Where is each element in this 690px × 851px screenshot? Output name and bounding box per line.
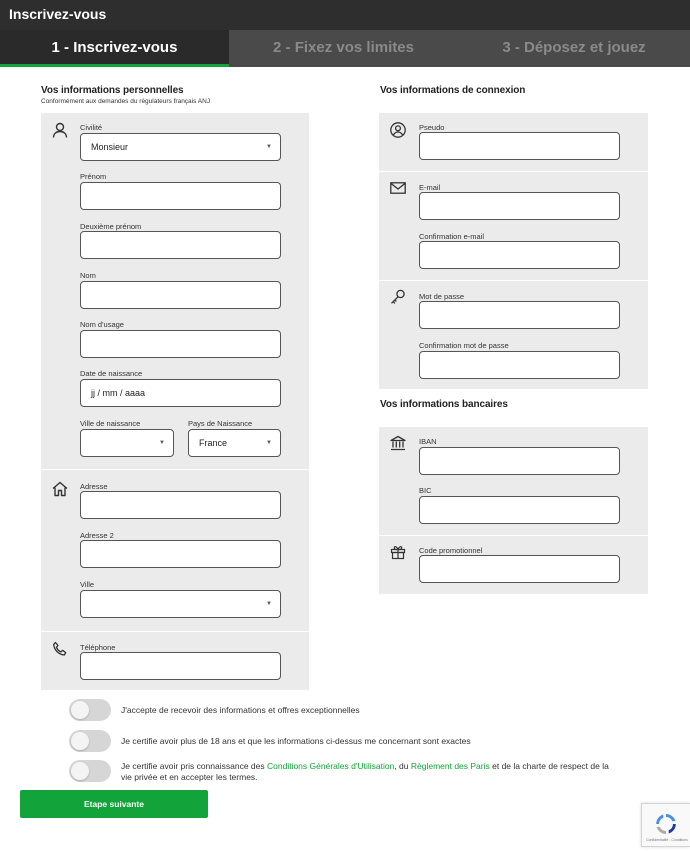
personal-section-subtitle: Conformément aux demandes du régulateurs français ANJ [41,98,211,105]
bank-icon [389,434,407,452]
header-bar [0,0,690,30]
lastname-label: Nom [80,271,96,280]
offers-toggle[interactable] [69,699,111,721]
recaptcha-icon [654,812,678,836]
address2-label: Adresse 2 [80,531,114,540]
lastname-input[interactable] [80,281,281,309]
tab-step-3[interactable]: 3 - Déposez et jouez [458,30,690,67]
middlename-input[interactable] [80,231,281,259]
age-consent-text: Je certifie avoir plus de 18 ans et que les informations ci-dessus me concernant sont exactes [121,736,471,746]
page-title: Inscrivez-vous [9,6,107,22]
email-confirm-input[interactable] [419,241,620,269]
birthdate-placeholder: jj / mm / aaaa [91,388,146,398]
password-confirm-input[interactable] [419,351,620,379]
terms-consent-text [121,761,621,783]
city-label: Ville [80,580,95,589]
step-tabs [0,30,690,67]
usage-name-label: Nom d'usage [80,320,124,329]
age-toggle[interactable] [69,730,111,752]
next-step-button[interactable]: Etape suivante [20,790,208,818]
firstname-input[interactable] [80,182,281,210]
mail-icon [389,179,407,197]
tab-step-1[interactable]: 1 - Inscrivez-vous [0,30,229,67]
terms-toggle[interactable] [69,760,111,782]
usage-name-input[interactable] [80,330,281,358]
phone-icon [51,640,69,658]
civility-label: Civilité [80,123,103,132]
home-icon [51,480,69,498]
terms-text-middle: , du [394,761,411,771]
promo-label: Code promotionnel [419,546,483,555]
gift-icon [389,543,407,561]
password-confirm-label: Confirmation mot de passe [419,341,509,350]
personal-section-title: Vos informations personnelles [41,85,184,96]
offers-consent-text: J'accepte de recevoir des informations et offres exceptionnelles [121,705,360,715]
terms-text-end: et de la charte de respect de la vie privée et en accepter les termes. [121,761,609,782]
birthdate-input[interactable] [80,379,281,407]
chevron-down-icon: ▼ [266,440,272,446]
civility-select[interactable] [80,133,281,161]
address2-input[interactable] [80,540,281,568]
email-input[interactable] [419,192,620,220]
recaptcha-badge[interactable] [641,803,690,847]
birth-country-select[interactable] [188,429,281,457]
user-icon [51,121,69,139]
account-circle-icon [389,121,407,139]
bic-input[interactable] [419,496,620,524]
email-confirm-label: Confirmation e-mail [419,232,485,241]
pseudo-input[interactable] [419,132,620,160]
middlename-label: Deuxième prénom [80,222,142,231]
firstname-label: Prénom [80,172,107,181]
bic-label: BIC [419,486,432,495]
birth-city-label: Ville de naissance [80,419,141,428]
banking-section-title: Vos informations bancaires [380,399,508,410]
birth-city-select[interactable] [80,429,174,457]
birth-country-value: France [199,438,228,448]
cgu-link[interactable]: Conditions Générales d'Utilisation [267,761,395,771]
tab-step-2[interactable]: 2 - Fixez vos limites [229,30,458,67]
rules-link[interactable]: Règlement des Paris [410,761,490,771]
chevron-down-icon: ▼ [266,144,272,150]
civility-value: Monsieur [91,142,129,152]
birthdate-label: Date de naissance [80,369,143,378]
password-input[interactable] [419,301,620,329]
terms-text-start: Je certifie avoir pris connaissance des [121,761,267,771]
chevron-down-icon: ▼ [159,440,165,446]
address-input[interactable] [80,491,281,519]
connection-section-title: Vos informations de connexion [380,85,526,96]
city-select[interactable] [80,590,281,618]
password-label: Mot de passe [419,292,465,301]
phone-label: Téléphone [80,643,116,652]
pseudo-label: Pseudo [419,123,445,132]
iban-input[interactable] [419,447,620,475]
key-icon [389,288,407,306]
chevron-down-icon: ▼ [266,601,272,607]
email-label: E-mail [419,183,441,192]
recaptcha-links[interactable]: Confidentialité - Conditions [646,838,688,842]
birth-country-label: Pays de Naissance [188,419,253,428]
address-label: Adresse [80,482,108,491]
phone-input[interactable] [80,652,281,680]
iban-label: IBAN [419,437,437,446]
promo-input[interactable] [419,555,620,583]
